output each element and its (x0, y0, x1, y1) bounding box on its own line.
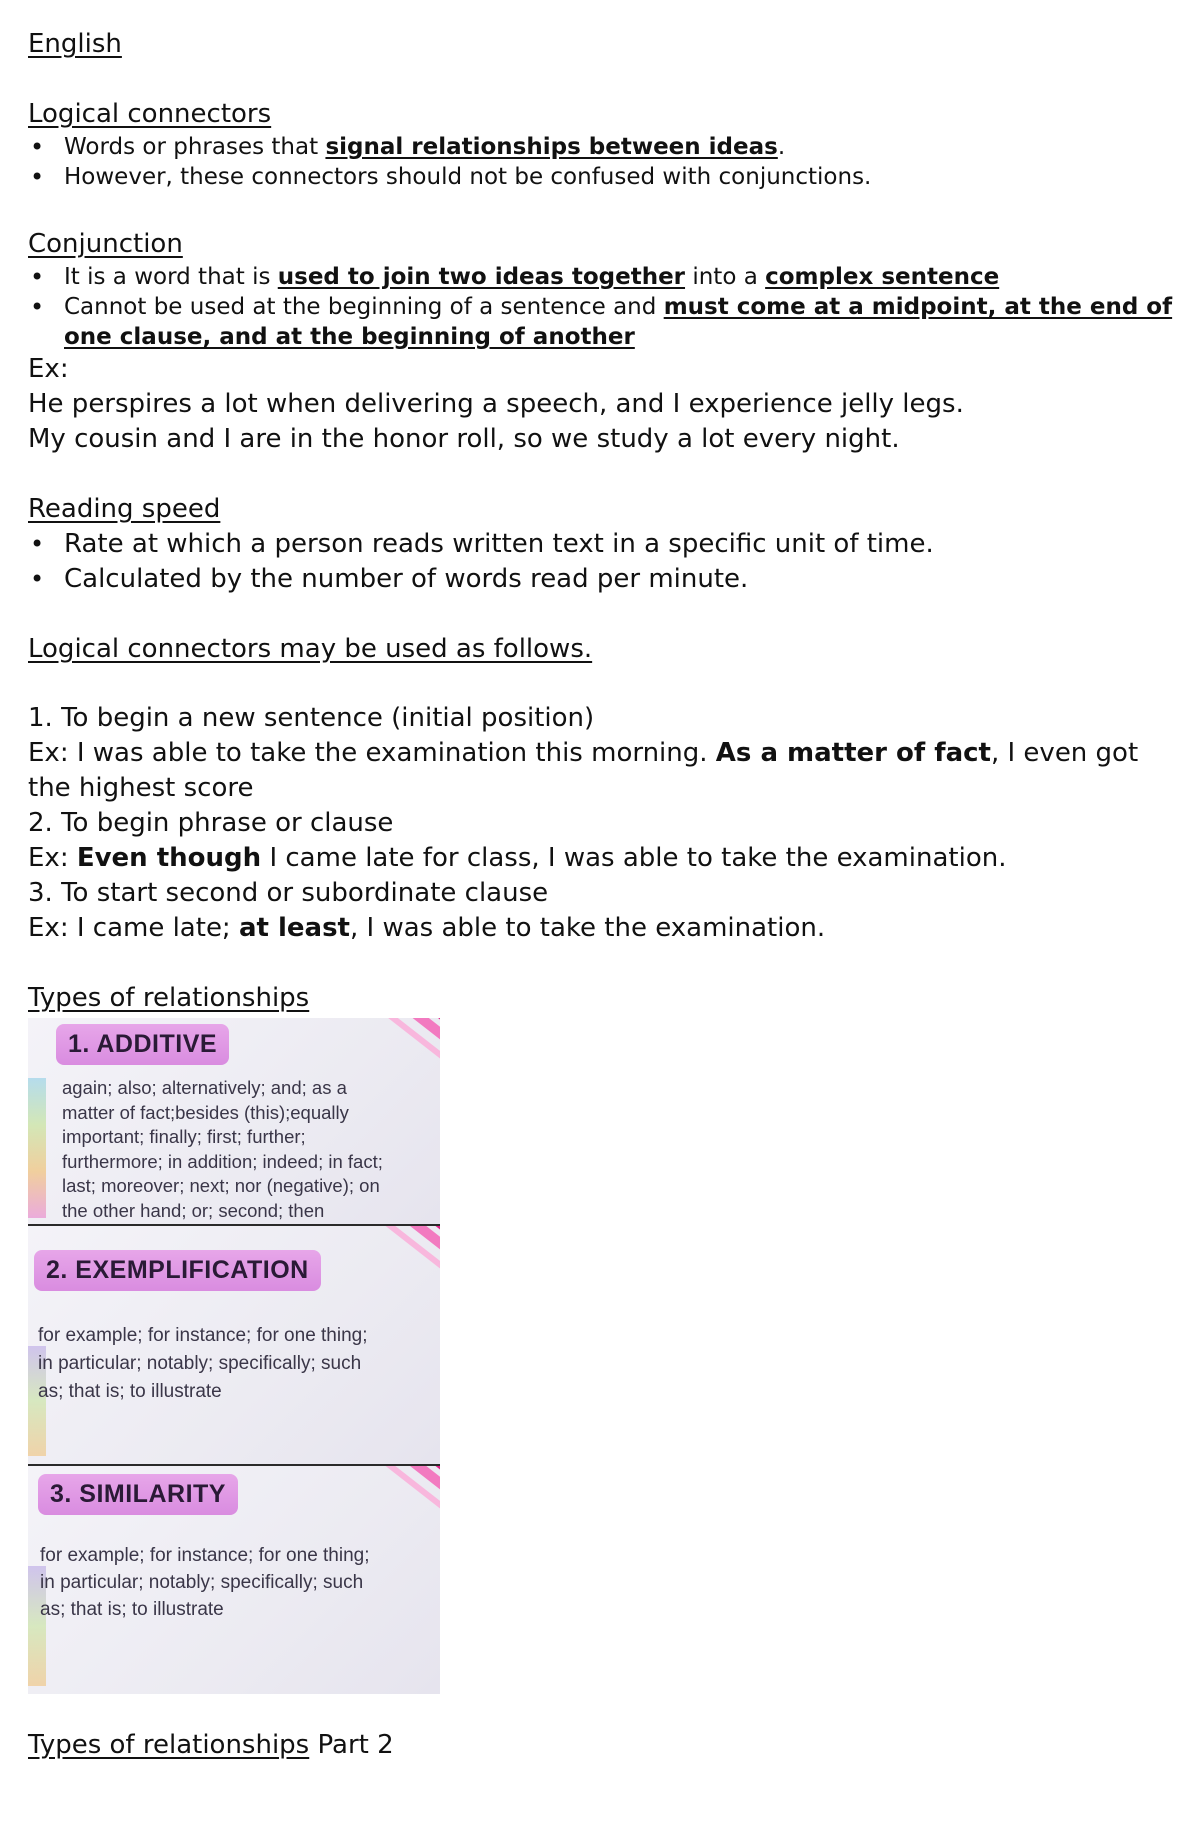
term-line: again; also; alternatively; and; as a (62, 1077, 347, 1098)
heading-text: Types of relationships (28, 1730, 310, 1760)
list-item (28, 132, 1178, 162)
slide-terms (62, 1076, 432, 1223)
usage-heading: Logical connectors may be used as follows. (28, 634, 593, 664)
emphasis-text: signal relationships between ideas (325, 134, 778, 160)
text: Ex: I was able to take the examination this morning. (28, 738, 716, 768)
usage-example-2 (28, 841, 1178, 876)
reading-speed-heading: Reading speed (28, 494, 221, 524)
relationship-slides-image (28, 1018, 440, 1694)
slide-tag: 2. EXEMPLIFICATION (34, 1250, 321, 1291)
text: Ex: I came late; (28, 913, 239, 943)
term-line: for example; for instance; for one thing; (38, 1325, 368, 1346)
emphasis-text: complex sentence (765, 264, 1000, 290)
logical-connectors-list (28, 132, 1178, 192)
term-line: in particular; notably; specifically; such (40, 1572, 364, 1593)
conjunction-list (28, 262, 1178, 352)
term-line: important; finally; first; further; (62, 1126, 306, 1147)
text: into a (685, 264, 766, 290)
list-item (28, 292, 1178, 352)
emphasis-text: Even though (76, 843, 262, 873)
term-line: in particular; notably; specifically; such (38, 1353, 362, 1374)
heading-suffix: Part 2 (309, 1730, 394, 1760)
term-line: furthermore; in addition; indeed; in fact; (62, 1150, 383, 1172)
slide-terms (40, 1542, 430, 1623)
document-page (28, 26, 1178, 1763)
conjunction-heading: Conjunction (28, 229, 183, 259)
example-sentence-1: He perspires a lot when delivering a speech, and I experience jelly legs. (28, 389, 964, 419)
text: , I even got the highest score (28, 738, 1139, 803)
slide-tag: 1. ADDITIVE (56, 1024, 229, 1065)
usage-item-1: 1. To begin a new sentence (initial position) (28, 703, 595, 733)
list-item: • Calculated by the number of words read per minute. (28, 562, 1178, 597)
emphasis-text: used to join two ideas together (277, 264, 686, 290)
text: Cannot be used at the beginning of a sentence and (64, 294, 664, 320)
text: . (777, 134, 786, 160)
term-line: last; moreover; next; nor (negative); on (62, 1175, 380, 1196)
types-heading: Types of relationships (28, 983, 310, 1013)
types-part2-heading (28, 1728, 1178, 1763)
reading-speed-list (28, 527, 1178, 597)
usage-example-3 (28, 911, 1178, 946)
example-sentence-2: My cousin and I are in the honor roll, so we study a lot every night. (28, 424, 900, 454)
emphasis-text: at least (238, 913, 350, 943)
term-line: for example; for instance; for one thing; (40, 1545, 370, 1566)
term-line: the other hand; or; second; then (62, 1199, 325, 1221)
list-item (28, 262, 1178, 292)
logical-connectors-heading: Logical connectors (28, 99, 272, 129)
text: It is a word that is (64, 264, 278, 290)
slide-terms (38, 1322, 428, 1406)
text: , I was able to take the examination. (350, 913, 826, 943)
term-line: as; that is; to illustrate (38, 1381, 222, 1402)
term-line: as; that is; to illustrate (40, 1599, 224, 1620)
slide-exemplification (28, 1226, 440, 1466)
slide-additive (28, 1018, 440, 1226)
text: I came late for class, I was able to take the examination. (261, 843, 1007, 873)
example-label: Ex: (28, 354, 69, 384)
term-line: matter of fact;besides (this);equally (62, 1101, 349, 1123)
slide-tag: 3. SIMILARITY (38, 1474, 238, 1515)
text: Ex: (28, 843, 77, 873)
emphasis-text: As a matter of fact (715, 738, 991, 768)
slide-similarity (28, 1466, 440, 1694)
document-title: English (28, 29, 122, 59)
text: Words or phrases that (64, 134, 326, 160)
emphasis-text: must come at a midpoint, at the end of one clause, and at the beginning of another (64, 294, 1173, 350)
decorative-edge (28, 1078, 46, 1218)
list-item: • Rate at which a person reads written text in a specific unit of time. (28, 527, 1178, 562)
list-item: • However, these connectors should not be confused with conjunctions. (28, 162, 1178, 192)
usage-item-2: 2. To begin phrase or clause (28, 808, 394, 838)
usage-example-1 (28, 736, 1178, 806)
usage-item-3: 3. To start second or subordinate clause (28, 878, 549, 908)
